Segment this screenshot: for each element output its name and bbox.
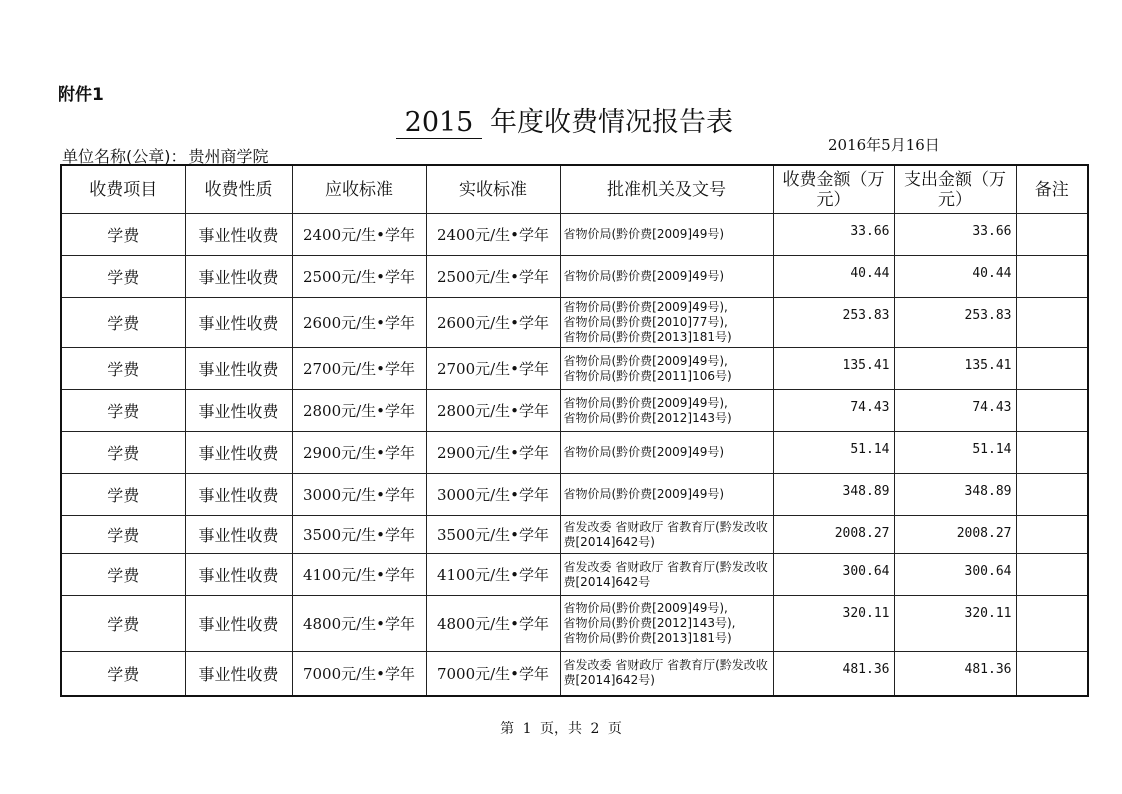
receivable-standard-cell: 3500元/生•学年 bbox=[292, 516, 426, 554]
table-row bbox=[61, 474, 1088, 516]
receivable-standard-cell: 7000元/生•学年 bbox=[292, 652, 426, 696]
footer-page-number: 1 bbox=[522, 721, 532, 737]
approval-doc-cell: 省物价局(黔价费[2009]49号) bbox=[560, 256, 773, 298]
footer-page-mid: 页，共 bbox=[540, 721, 582, 737]
receivable-standard-cell: 2500元/生•学年 bbox=[292, 256, 426, 298]
footer-page-prefix: 第 bbox=[500, 721, 515, 737]
income-amount-cell: 320.11 bbox=[773, 596, 894, 652]
footer-page-suffix: 页 bbox=[607, 721, 622, 737]
header-cell: 备注 bbox=[1016, 165, 1088, 214]
footer-total-pages: 2 bbox=[590, 721, 600, 737]
fee-item-cell: 学费 bbox=[61, 474, 185, 516]
receivable-standard-cell: 2600元/生•学年 bbox=[292, 298, 426, 348]
actual-standard-cell: 2600元/生•学年 bbox=[426, 298, 560, 348]
fee-nature-cell: 事业性收费 bbox=[185, 298, 292, 348]
receivable-standard-cell: 2800元/生•学年 bbox=[292, 390, 426, 432]
actual-standard-cell: 2700元/生•学年 bbox=[426, 348, 560, 390]
fee-item-cell: 学费 bbox=[61, 298, 185, 348]
report-date: 2016年5月16日 bbox=[828, 136, 940, 154]
income-amount-cell: 33.66 bbox=[773, 214, 894, 256]
table-row bbox=[61, 348, 1088, 390]
header-cell: 收费性质 bbox=[185, 165, 292, 214]
approval-doc-cell: 省发改委 省财政厅 省教育厅(黔发改收费[2014]642号 bbox=[560, 554, 773, 596]
approval-doc-cell: 省发改委 省财政厅 省教育厅(黔发改收费[2014]642号) bbox=[560, 516, 773, 554]
income-amount-cell: 348.89 bbox=[773, 474, 894, 516]
fee-item-cell: 学费 bbox=[61, 652, 185, 696]
fee-nature-cell: 事业性收费 bbox=[185, 432, 292, 474]
title-text: 年度收费情况报告表 bbox=[490, 107, 733, 138]
income-amount-cell: 51.14 bbox=[773, 432, 894, 474]
fee-item-cell: 学费 bbox=[61, 214, 185, 256]
approval-doc-cell: 省物价局(黔价费[2009]49号) bbox=[560, 214, 773, 256]
approval-doc-cell: 省物价局(黔价费[2009]49号) bbox=[560, 432, 773, 474]
table-row bbox=[61, 256, 1088, 298]
expense-amount-cell: 74.43 bbox=[894, 390, 1016, 432]
actual-standard-cell: 3000元/生•学年 bbox=[426, 474, 560, 516]
income-amount-cell: 135.41 bbox=[773, 348, 894, 390]
receivable-standard-cell: 3000元/生•学年 bbox=[292, 474, 426, 516]
note-cell bbox=[1016, 432, 1088, 474]
table-row bbox=[61, 554, 1088, 596]
expense-amount-cell: 40.44 bbox=[894, 256, 1016, 298]
actual-standard-cell: 4800元/生•学年 bbox=[426, 596, 560, 652]
header-cell: 支出金额（万元） bbox=[894, 165, 1016, 214]
expense-amount-cell: 135.41 bbox=[894, 348, 1016, 390]
fee-nature-cell: 事业性收费 bbox=[185, 652, 292, 696]
fee-item-cell: 学费 bbox=[61, 390, 185, 432]
receivable-standard-cell: 2700元/生•学年 bbox=[292, 348, 426, 390]
income-amount-cell: 74.43 bbox=[773, 390, 894, 432]
actual-standard-cell: 2800元/生•学年 bbox=[426, 390, 560, 432]
note-cell bbox=[1016, 516, 1088, 554]
receivable-standard-cell: 4100元/生•学年 bbox=[292, 554, 426, 596]
note-cell bbox=[1016, 474, 1088, 516]
fee-nature-cell: 事业性收费 bbox=[185, 390, 292, 432]
actual-standard-cell: 2400元/生•学年 bbox=[426, 214, 560, 256]
approval-doc-cell: 省物价局(黔价费[2009]49号), 省物价局(黔价费[2010]77号), 省物价局(黔价费[2013]181号) bbox=[560, 298, 773, 348]
approval-doc-cell: 省物价局(黔价费[2009]49号), 省物价局(黔价费[2012]143号), 省物价局(黔价费[2013]181号) bbox=[560, 596, 773, 652]
fee-nature-cell: 事业性收费 bbox=[185, 596, 292, 652]
fee-nature-cell: 事业性收费 bbox=[185, 256, 292, 298]
header-cell: 收费金额（万元） bbox=[773, 165, 894, 214]
header-cell: 批准机关及文号 bbox=[560, 165, 773, 214]
page-title bbox=[396, 100, 733, 139]
actual-standard-cell: 3500元/生•学年 bbox=[426, 516, 560, 554]
fee-report-table bbox=[60, 164, 1089, 697]
fee-item-cell: 学费 bbox=[61, 554, 185, 596]
table-row bbox=[61, 652, 1088, 696]
note-cell bbox=[1016, 652, 1088, 696]
header-cell: 实收标准 bbox=[426, 165, 560, 214]
actual-standard-cell: 7000元/生•学年 bbox=[426, 652, 560, 696]
header-cell: 收费项目 bbox=[61, 165, 185, 214]
note-cell bbox=[1016, 596, 1088, 652]
note-cell bbox=[1016, 348, 1088, 390]
approval-doc-cell: 省发改委 省财政厅 省教育厅(黔发改收费[2014]642号) bbox=[560, 652, 773, 696]
income-amount-cell: 253.83 bbox=[773, 298, 894, 348]
expense-amount-cell: 300.64 bbox=[894, 554, 1016, 596]
actual-standard-cell: 2500元/生•学年 bbox=[426, 256, 560, 298]
approval-doc-cell: 省物价局(黔价费[2009]49号), 省物价局(黔价费[2012]143号) bbox=[560, 390, 773, 432]
expense-amount-cell: 51.14 bbox=[894, 432, 1016, 474]
table-row bbox=[61, 214, 1088, 256]
fee-item-cell: 学费 bbox=[61, 348, 185, 390]
approval-doc-cell: 省物价局(黔价费[2009]49号) bbox=[560, 474, 773, 516]
attachment-label: 附件1 bbox=[58, 85, 104, 105]
income-amount-cell: 2008.27 bbox=[773, 516, 894, 554]
expense-amount-cell: 320.11 bbox=[894, 596, 1016, 652]
table-row bbox=[61, 298, 1088, 348]
table-row bbox=[61, 390, 1088, 432]
header-cell: 应收标准 bbox=[292, 165, 426, 214]
receivable-standard-cell: 2400元/生•学年 bbox=[292, 214, 426, 256]
receivable-standard-cell: 4800元/生•学年 bbox=[292, 596, 426, 652]
fee-nature-cell: 事业性收费 bbox=[185, 554, 292, 596]
note-cell bbox=[1016, 554, 1088, 596]
fee-item-cell: 学费 bbox=[61, 432, 185, 474]
note-cell bbox=[1016, 256, 1088, 298]
income-amount-cell: 481.36 bbox=[773, 652, 894, 696]
income-amount-cell: 300.64 bbox=[773, 554, 894, 596]
expense-amount-cell: 253.83 bbox=[894, 298, 1016, 348]
fee-nature-cell: 事业性收费 bbox=[185, 348, 292, 390]
table-header-row bbox=[61, 165, 1088, 214]
title-year: 2015 bbox=[396, 107, 482, 139]
note-cell bbox=[1016, 214, 1088, 256]
fee-item-cell: 学费 bbox=[61, 596, 185, 652]
fee-nature-cell: 事业性收费 bbox=[185, 474, 292, 516]
fee-nature-cell: 事业性收费 bbox=[185, 516, 292, 554]
fee-item-cell: 学费 bbox=[61, 256, 185, 298]
expense-amount-cell: 2008.27 bbox=[894, 516, 1016, 554]
unit-label: 单位名称(公章)： bbox=[62, 147, 187, 166]
page-footer bbox=[0, 718, 1122, 738]
actual-standard-cell: 2900元/生•学年 bbox=[426, 432, 560, 474]
expense-amount-cell: 348.89 bbox=[894, 474, 1016, 516]
unit-name: 贵州商学院 bbox=[188, 147, 269, 166]
approval-doc-cell: 省物价局(黔价费[2009]49号), 省物价局(黔价费[2011]106号) bbox=[560, 348, 773, 390]
fee-item-cell: 学费 bbox=[61, 516, 185, 554]
table-row bbox=[61, 516, 1088, 554]
expense-amount-cell: 481.36 bbox=[894, 652, 1016, 696]
income-amount-cell: 40.44 bbox=[773, 256, 894, 298]
fee-nature-cell: 事业性收费 bbox=[185, 214, 292, 256]
note-cell bbox=[1016, 390, 1088, 432]
receivable-standard-cell: 2900元/生•学年 bbox=[292, 432, 426, 474]
table-row bbox=[61, 432, 1088, 474]
expense-amount-cell: 33.66 bbox=[894, 214, 1016, 256]
actual-standard-cell: 4100元/生•学年 bbox=[426, 554, 560, 596]
table-row bbox=[61, 596, 1088, 652]
note-cell bbox=[1016, 298, 1088, 348]
